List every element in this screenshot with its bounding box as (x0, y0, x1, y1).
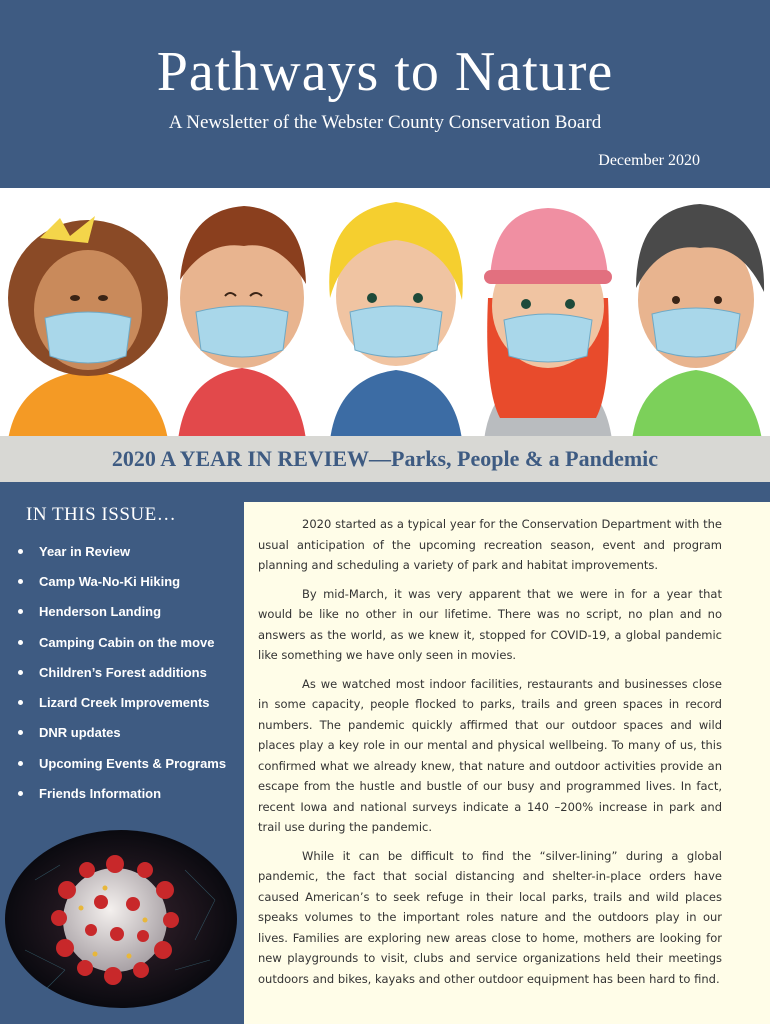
list-item: Children’s Forest additions (18, 657, 226, 687)
year-in-review-banner (0, 436, 770, 482)
bullet-icon (18, 791, 23, 796)
in-this-issue-heading: IN THIS ISSUE… (26, 504, 177, 525)
child-5-figure (632, 204, 764, 440)
list-item: DNR updates (18, 718, 226, 748)
child-4-figure (484, 208, 612, 440)
article-paragraph: By mid-March, it was very apparent that we were in for a year that would be like no other in our lifetime. There was no script, no plan and no answers as the world, as we knew it, stopped for COVID-19, a global pandemic like something we have only seen in movies. (258, 586, 722, 662)
list-item: Henderson Landing (18, 597, 226, 627)
list-item: Camp Wa-No-Ki Hiking (18, 566, 226, 596)
bullet-icon (18, 609, 23, 614)
coronavirus-image (5, 830, 237, 1008)
issue-date: December 2020 (598, 152, 700, 169)
list-item: Lizard Creek Improvements (18, 687, 226, 717)
list-item: Year in Review (18, 536, 226, 566)
children-illustration-svg (0, 188, 770, 440)
issue-contents-list (18, 536, 226, 809)
bullet-icon (18, 549, 23, 554)
article-paragraph: 2020 started as a typical year for the Conservation Department with the usual anticipation of the upcoming recreation season, event and program planning and scheduling a variety of park and habitat improvements. (258, 517, 722, 572)
bullet-icon (18, 579, 23, 584)
year-in-review-article (244, 502, 770, 1024)
banner-headline: 2020 A YEAR IN REVIEW—Parks, People & a Pandemic (111, 446, 659, 471)
bullet-icon (18, 730, 23, 735)
bullet-icon (18, 700, 23, 705)
masthead (0, 0, 770, 188)
list-item: Upcoming Events & Programs (18, 748, 226, 778)
list-item: Camping Cabin on the move (18, 627, 226, 657)
in-this-issue-sidebar (0, 482, 244, 1024)
child-3-figure (329, 202, 463, 440)
child-2-figure (178, 206, 306, 440)
newsletter-subtitle: A Newsletter of the Webster County Conservation Board (168, 112, 602, 133)
bullet-icon (18, 640, 23, 645)
child-1-figure (8, 216, 168, 440)
masked-children-illustration (0, 188, 770, 440)
article-paragraph: While it can be difficult to find the “silver-lining” during a global pandemic, the fact that social distancing and shelter-in-place orders have caused American’s to seek refuge in their local parks, trails and wild places speaks volumes to the important roles nature and the outdoors play in our lives. Families are exploring new areas close to home, mothers are looking for new playgrounds to visit, clubs and service organizations held their meetings outdoors and bikes, kayaks and other outdoor equipment has been hard to find. (258, 848, 722, 986)
article-paragraph: As we watched most indoor facilities, restaurants and businesses close in some capacity, people flocked to parks, trails and green spaces in record numbers. The pandemic quickly affirmed that our outdoor spaces and wild places play a key role in our mental and physical wellbeing. To many of us, this confirmed what we already knew, that nature and outdoor activities provide an escape from the hustle and bustle of our busy and programmed lives. In fact, recent Iowa and national surveys indicate a 140 –200% increase in park and trail use during the pandemic. (258, 676, 722, 834)
list-item: Friends Information (18, 778, 226, 808)
bullet-icon (18, 670, 23, 675)
bullet-icon (18, 761, 23, 766)
newsletter-title: Pathways to Nature (156, 41, 614, 103)
